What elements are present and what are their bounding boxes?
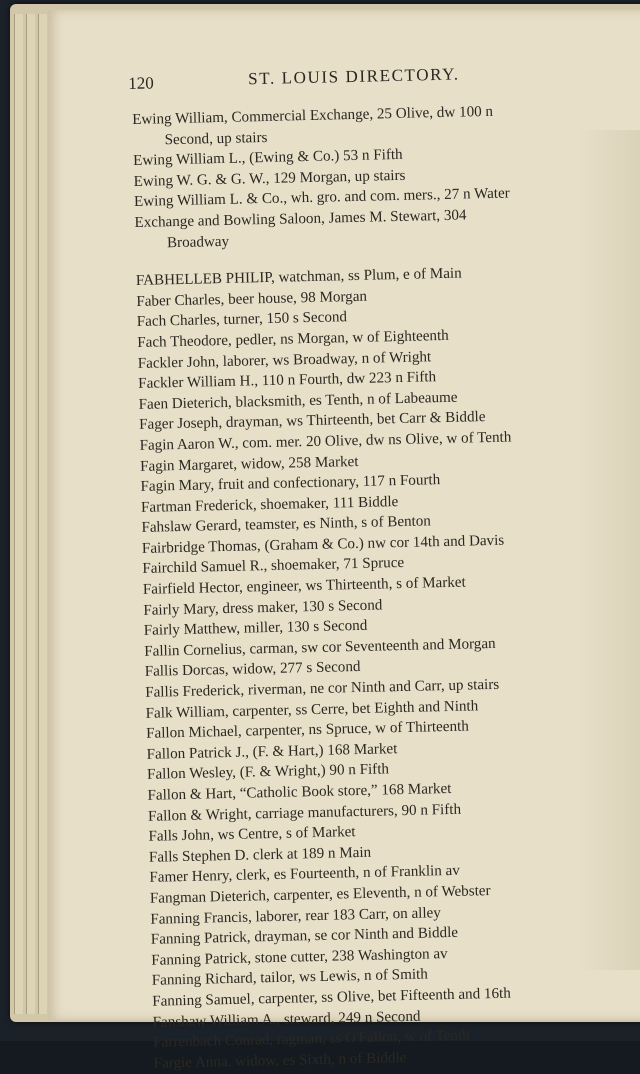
directory-entry: FABHELLEB PHILIP, watchman, ss Plum, e of Main <box>135 265 462 290</box>
directory-entry: Falls John, ws Centre, s of Market <box>148 824 356 845</box>
page-title: ST. LOUIS DIRECTORY. <box>247 64 460 89</box>
directory-entry: Fairchild Samuel R., shoemaker, 71 Spruce <box>142 555 405 578</box>
directory-entry: Fallis Dorcas, widow, 277 s Second <box>144 659 361 681</box>
directory-entry-continuation: Broadway <box>166 233 230 251</box>
directory-entry: Ewing William L., (Ewing & Co.) 53 n Fifth <box>132 147 403 170</box>
page-edge <box>26 14 35 1014</box>
directory-entry: Fagin Mary, fruit and confectionary, 117 n Fourth <box>140 472 441 495</box>
directory-entry: Fackler John, laborer, ws Broadway, n of Wright <box>137 348 432 372</box>
directory-entry: Fager Joseph, drayman, ws Thirteenth, bet Carr & Biddle <box>138 409 486 434</box>
directory-entry: Fackler William H., 110 n Fourth, dw 223 n Fifth <box>138 369 437 393</box>
directory-entry: Ewing William, Commercial Exchange, 25 Olive, dw 100 n <box>132 103 494 128</box>
directory-entry: Falls Stephen D. clerk at 189 n Main <box>148 844 372 866</box>
directory-entry: Fairbridge Thomas, (Graham & Co.) nw cor 14th and Davis <box>141 532 505 557</box>
directory-entry-continuation: Second, up stairs <box>164 129 268 148</box>
page-edge <box>38 14 47 1014</box>
directory-entry: Fallis Frederick, riverman, ne cor Ninth and Carr, up stairs <box>145 676 500 701</box>
directory-entry: Fagin Margaret, widow, 258 Market <box>139 453 359 475</box>
directory-entry: Ewing W. G. & G. W., 129 Morgan, up stairs <box>133 167 406 190</box>
directory-entry: Fanning Richard, tailor, ws Lewis, n of Smith <box>151 966 428 990</box>
directory-entry: Fanning Francis, laborer, rear 183 Carr, on alley <box>150 904 441 928</box>
directory-entry: Fagin Aaron W., com. mer. 20 Olive, dw ns Olive, w of Tenth <box>139 429 512 454</box>
directory-entry: Fallon & Hart, “Catholic Book store,” 168 Market <box>147 780 452 804</box>
directory-entry: Fanshaw William A., steward, 249 n Second <box>152 1008 421 1031</box>
page-edge <box>14 14 23 1014</box>
page-number: 120 <box>128 73 154 93</box>
directory-entry: Fangman Dieterich, carpenter, es Eleventh, n of Webster <box>149 883 491 907</box>
directory-entry: Ewing William L. & Co., wh. gro. and com. mers., 27 n Water <box>133 185 510 211</box>
directory-entry: Fanning Samuel, carpenter, ss Olive, bet Fifteenth and 16th <box>152 985 511 1010</box>
directory-entry: Fahslaw Gerard, teamster, es Ninth, s of Benton <box>141 513 432 537</box>
directory-entry: Fallon Patrick J., (F. & Hart,) 168 Market <box>146 740 398 763</box>
directory-entry: Famer Henry, clerk, es Fourteenth, n of Franklin av <box>149 863 461 887</box>
directory-entry: Fallin Cornelius, carman, sw cor Seventeenth and Morgan <box>144 635 496 660</box>
directory-entry: Faen Dieterich, blacksmith, es Tenth, n of Labeaume <box>138 389 458 413</box>
directory-entry: Fach Theodore, pedler, ns Morgan, w of Eighteenth <box>137 327 449 351</box>
directory-entry: Fairly Matthew, miller, 130 s Second <box>143 618 368 640</box>
directory-entry: Fach Charles, turner, 150 s Second <box>136 309 348 331</box>
directory-entry: Fallon Michael, carpenter, ns Spruce, w of Thirteenth <box>145 718 469 743</box>
directory-entries <box>132 99 640 1074</box>
directory-entry: Exchange and Bowling Saloon, James M. Stewart, 304 <box>134 207 467 231</box>
directory-entry: Fanning Patrick, drayman, se cor Ninth and Biddle <box>150 924 459 948</box>
directory-entry: Farrenbach Conrad, ragman, ss O'Fallon, w of Tenth <box>152 1027 470 1051</box>
directory-entry: Fairfield Hector, engineer, ws Thirteenth, s of Market <box>142 574 466 598</box>
directory-entry: Fartman Frederick, shoemaker, 111 Biddle <box>140 493 399 516</box>
directory-entry: Fanning Patrick, stone cutter, 238 Washington av <box>151 945 448 969</box>
directory-entry: Falk William, carpenter, ss Cerre, bet Eighth and Ninth <box>145 697 479 722</box>
directory-entry: Fallon & Wright, carriage manufacturers, 90 n Fifth <box>147 801 462 825</box>
directory-entry: Faber Charles, beer house, 98 Morgan <box>136 288 368 310</box>
directory-entry: Fallon Wesley, (F. & Wright,) 90 n Fifth <box>146 761 390 784</box>
directory-entry: Fargie Anna. widow, es Sixth, n of Biddle <box>153 1049 407 1072</box>
directory-entry: Fairly Mary, dress maker, 130 s Second <box>143 597 383 619</box>
